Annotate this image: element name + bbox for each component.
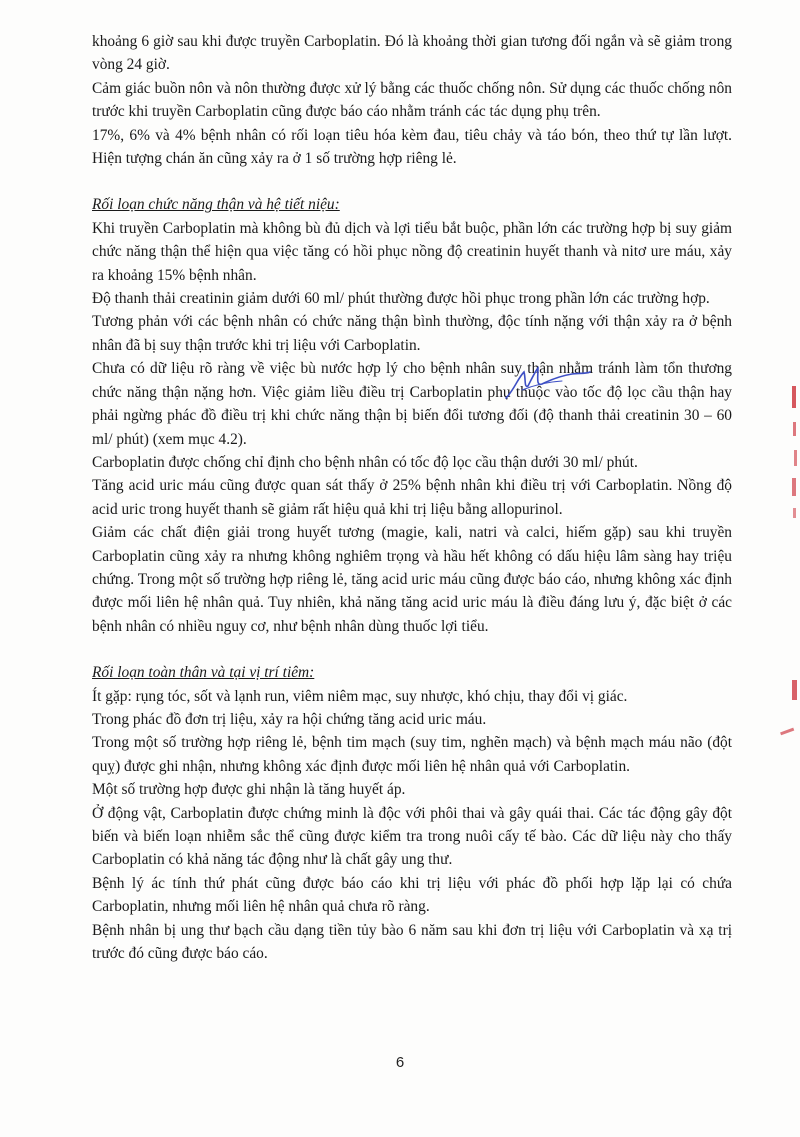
- handwritten-signature-icon: [502, 364, 592, 404]
- paragraph: Bệnh nhân bị ung thư bạch cầu dạng tiền tủy bào 6 năm sau khi đơn trị liệu với Carboplatin và xạ trị trước đó cũng được báo cáo.: [92, 921, 732, 963]
- section-spacer: [92, 170, 732, 193]
- paragraph: khoảng 6 giờ sau khi được truyền Carboplatin. Đó là khoảng thời gian tương đối ngắn và sẽ giảm trong vòng 24 giờ.: [92, 33, 732, 74]
- paragraph: Khi truyền Carboplatin mà không bù đủ dịch và lợi tiểu bắt buộc, phần lớn các trường hợp bị suy giảm chức năng thận thể hiện qua việc tăng có hồi phục nồng độ creatinin huyết thanh và nitơ ure máu, xảy ra khoảng 15% bệnh nhân.: [92, 219, 732, 284]
- paragraph: Tăng acid uric máu cũng được quan sát thấy ở 25% bệnh nhân khi điều trị với Carboplatin. Nồng độ acid uric trong huyết thanh sẽ giảm rất hiệu quả khi trị liệu bằng allopurinol.: [92, 477, 732, 518]
- stamp-edge-marks-icon: [770, 380, 800, 760]
- paragraph: Ở động vật, Carboplatin được chứng minh là độc với phôi thai và gây quái thai. Các tác động gây đột biến và biến loạn nhiễm sắc thể cũng được kiểm tra trong nuôi cấy tế bào. Các dữ liệu này cho thấy Carboplatin có khả năng tác động như là chất gây ung thư.: [92, 804, 732, 869]
- page-number: 6: [395, 1054, 405, 1071]
- paragraph: Bệnh lý ác tính thứ phát cũng được báo cáo khi trị liệu với phác đồ phối hợp lặp lại có chứa Carboplatin, nhưng mối liên hệ nhân quả chưa rõ ràng.: [92, 874, 732, 916]
- section-heading: Rối loạn chức năng thận và hệ tiết niệu:: [92, 196, 340, 214]
- paragraph: Carboplatin được chống chỉ định cho bệnh nhân có tốc độ lọc cầu thận dưới 30 ml/ phút.: [92, 453, 638, 471]
- paragraph: Giảm các chất điện giải trong huyết tương (magie, kali, natri và calci, hiếm gặp) sau khi truyền Carboplatin cũng xảy ra nhưng không nghiêm trọng và hầu hết không có dấu hiệu lâm sàng hay triệu chứng. Trong một số trường hợp riêng lẻ, tăng acid uric máu cũng được báo cáo, nhưng không xác định được mối liên hệ nhân quả. Tuy nhiên, khả năng tăng acid uric máu là điều đáng lưu ý, đặc biệt ở các bệnh nhân có nhiều nguy cơ, như bệnh nhân dùng thuốc lợi tiểu.: [92, 524, 732, 635]
- paragraph: Trong phác đồ đơn trị liệu, xảy ra hội chứng tăng acid uric máu.: [92, 710, 487, 728]
- document-body: [92, 30, 732, 965]
- paragraph: Độ thanh thải creatinin giảm dưới 60 ml/ phút thường được hồi phục trong phần lớn các trường hợp.: [92, 290, 710, 308]
- paragraph: Ít gặp: rụng tóc, sốt và lạnh run, viêm niêm mạc, suy nhược, khó chịu, thay đổi vị giác.: [92, 687, 628, 705]
- section-heading: Rối loạn toàn thân và tại vị trí tiêm:: [92, 664, 315, 682]
- paragraph: Cảm giác buồn nôn và nôn thường được xử lý bằng các thuốc chống nôn. Sử dụng các thuốc chống nôn trước khi truyền Carboplatin cũng được báo cáo nhằm tránh các tác dụng phụ trên.: [92, 79, 732, 121]
- paragraph: 17%, 6% và 4% bệnh nhân có rối loạn tiêu hóa kèm đau, tiêu chảy và táo bón, theo thứ tự lần lượt. Hiện tượng chán ăn cũng xảy ra ở 1 số trường hợp riêng lẻ.: [92, 126, 732, 168]
- paragraph: Trong một số trường hợp riêng lẻ, bệnh tim mạch (suy tim, nghẽn mạch) và bệnh mạch máu não (đột quỵ) được ghi nhận, nhưng không xác định được mối liên hệ nhân quả với Carboplatin.: [92, 734, 732, 775]
- paragraph: Một số trường hợp được ghi nhận là tăng huyết áp.: [92, 781, 406, 799]
- paragraph: Tương phản với các bệnh nhân có chức năng thận bình thường, độc tính nặng với thận xảy ra ở bệnh nhân đã bị suy thận trước khi trị liệu với Carboplatin.: [92, 313, 732, 354]
- paragraph: Chưa có dữ liệu rõ ràng về việc bù nước hợp lý cho bệnh nhân suy thận nhằm tránh làm tổn thương chức năng thận nặng hơn. Việc giảm liều điều trị Carboplatin phụ thuộc vào tốc độ lọc cầu thận hay phải ngừng phác đồ điều trị khi chức năng thận bị biến đổi tương đối (độ thanh thải creatinin 30 – 60 ml/ phút) (xem mục 4.2).: [92, 360, 732, 448]
- section-spacer: [92, 638, 732, 661]
